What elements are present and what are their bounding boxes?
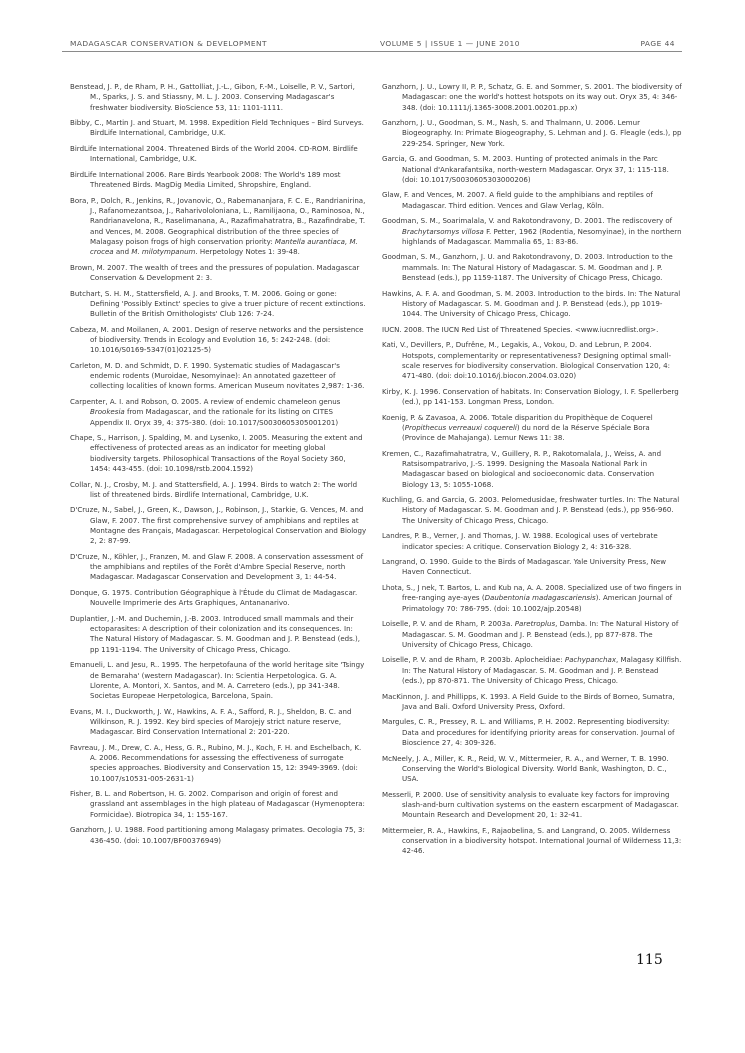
reference-entry: Duplantier, J.-M. and Duchemin, J.-B. 2003. Introduced small mammals and their ectoparasites: A description of their colonization and its consequences. In: The Natural History of Madagascar. S. M. Goodman and J. P. Benstead (eds.), pp 1191-1194. The University of Chicago Press, Chicago. — [70, 613, 361, 654]
italic-taxon: Paretroplus — [514, 619, 556, 629]
reference-entry: Goodman, S. M., Ganzhorn, J. U. and Rakotondravony, D. 2003. Introduction to the mammals. In: The Natural History of Madagascar. S. M. Goodman and J. P. Benstead (eds.), pp 1159-1187. The University of Chicago Press, Chicago. — [382, 252, 673, 282]
reference-entry: Kuchling, G. and Garcia, G. 2003. Pelomedusidae, freshwater turtles. In: The Natural History of Madagascar. S. M. Goodman and J. P. Benstead (eds.), pp 956-960. The University of Chicago Press, Chicago. — [382, 495, 680, 525]
italic-taxon: Mantella aurantiaca, M. crocea — [90, 236, 358, 257]
reference-text: Loiselle, P. V. and de Rham, P. 2003b. Aplocheidiae: — [382, 655, 565, 665]
issue-info: VOLUME 5 | ISSUE 1 — JUNE 2010 — [380, 39, 520, 48]
reference-entry: Kati, V., Devillers, P., Dufrêne, M., Legakis, A., Vokou, D. and Lebrun, P. 2004. Hotspots, complementarity or representativeness? Designing optimal small-scale reserves for biodiversity conservation. Biological Conservation 120, 4: 471-480. (doi: doi:10.1016/j.biocon.2004.03.020) — [382, 340, 671, 381]
reference-entry: Benstead, J. P., de Rham, P. H., Gattolliat, J.-L., Gibon, F.-M., Loiselle, P. V., Sartori, M., Sparks, J. S. and Stiassny, M. L. J. 2003. Conserving Madagascar's freshwater biodiversity. BioScience 53, 11: 1101-1111. — [70, 82, 355, 112]
reference-text: Goodman, S. M., Soarimalala, V. and Rakotondravony, D. 2001. The rediscovery of — [382, 216, 673, 226]
reference-entry: IUCN. 2008. The IUCN Red List of Threatened Species. <www.iucnredlist.org>. — [382, 324, 659, 334]
reference-entry: Margules, C. R., Pressey, R. L. and Williams, P. H. 2002. Representing biodiversity: Data and procedures for identifying priority areas for conservation. Journal of Bioscience 27, 4: 309-326. — [382, 717, 675, 747]
reference-entry: Evans, M. I., Duckworth, J. W., Hawkins, A. F. A., Safford, R. J., Sheldon, B. C. and Wilkinson, R. J. 1992. Key bird species of Marojejy strict nature reserve, Madagascar. Bird Conservation International 2: 201-220. — [70, 706, 352, 737]
reference-entry: Ganzhorn, J. U. 1988. Food partitioning among Malagasy primates. Oecologia 75, 3: 436-450. (doi: 10.1007/BF00376949) — [70, 825, 365, 845]
reference-text: , Damba. In: The Natural History of Madagascar. S. M. Goodman and J. P. Benstead (eds.), pp 877-878. The University of Chicago Press, Chicago. — [402, 619, 679, 649]
reference-text: ) du nord de la Réserve Spéciale Bora (Province de Mahajanga). Lemur News 11: 38. — [402, 422, 650, 443]
page-number: 115 — [636, 952, 663, 968]
reference-text: , Malagasy Killfish. In: The Natural History of Madagascar. S. M. Goodman and J. P. Benstead (eds.), pp 870-871. The University of Chicago Press, Chicago. — [402, 655, 682, 685]
reference-entry — [70, 196, 367, 258]
reference-entry: Bibby, C., Martin J. and Stuart, M. 1998. Expedition Field Techniques – Bird Surveys. BirdLife International, Cambridge, U.K. — [70, 118, 364, 138]
reference-entry: Collar, N. J., Crosby, M. J. and Stattersfield, A. J. 1994. Birds to watch 2: The world list of threatened birds. Birdlife International, Cambridge, U.K. — [70, 479, 358, 499]
italic-taxon: Brookesia — [90, 407, 125, 417]
reference-entry: Butchart, S. H. M., Stattersfield, A. J. and Brooks, T. M. 2006. Going or gone: Defining 'Possibly Extinct' species to give a truer picture of recent extinctions. Bulletin of the British Ornithologists' Club 126: 7-24. — [70, 288, 366, 319]
references-column-right — [382, 82, 682, 862]
header-rule — [62, 51, 682, 52]
reference-text: Lhota, S., J nek, T. Bartos, L. and Kub na, A. A. 2008. Specialized use of two fingers in free-ranging aye-ayes ( — [382, 583, 682, 603]
reference-entry: Brown, M. 2007. The wealth of trees and the pressures of population. Madagascar Conservation & Development 2: 3. — [70, 262, 360, 282]
reference-text: Loiselle, P. V. and de Rham, P. 2003a. — [382, 619, 515, 629]
reference-entry: Glaw, F. and Vences, M. 2007. A field guide to the amphibians and reptiles of Madagascar. Third edition. Vences and Glaw Verlag, Köln. — [382, 190, 653, 210]
reference-entry: Messerli, P. 2000. Use of sensitivity analysis to evaluate key factors for improving slash-and-burn cultivation systems on the eastern escarpment of Madagascar. Mountain Research and Development 20, 1: 32-41. — [382, 789, 679, 820]
reference-entry: Hawkins, A. F. A. and Goodman, S. M. 2003. Introduction to the birds. In: The Natural History of Madagascar. S. M. Goodman and J. P. Benstead (eds.), pp 1019-1044. The University of Chicago Press, Chicago. — [382, 288, 681, 319]
reference-entry: Chape, S., Harrison, J. Spalding, M. and Lysenko, I. 2005. Measuring the extent and effectiveness of protected areas as an indicator for meeting global biodiversity targets. Philosophical Transactions of the Royal Society 360, 1454: 443-455. (doi: 10.1098/rstb.2004.1592) — [70, 433, 363, 473]
header-page-label: PAGE 44 — [640, 39, 675, 48]
reference-entry — [382, 655, 682, 686]
reference-entry: Fisher, B. L. and Robertson, H. G. 2002. Comparison and origin of forest and grassland ant assemblages in the high plateau of Madagascar (Hymenoptera: Formicidae). Biotropica 34, 1: 155-167. — [70, 789, 365, 819]
italic-taxon: Brachytarsomys villosa — [402, 226, 484, 236]
reference-entry: MacKinnon, J. and Phillipps, K. 1993. A Field Guide to the Birds of Borneo, Sumatra, Java and Bali. Oxford University Press, Oxford. — [382, 691, 675, 711]
reference-entry: Kremen, C., Razafimahatratra, V., Guillery, R. P., Rakotomalala, J., Weiss, A. and Ratsisompatrarivo, J.-S. 1999. Designing the Masoala National Park in Madagascar based on biological and socioeconomic data. Conservation Biology 13, 5: 1055-1068. — [382, 448, 662, 489]
reference-text: Koenig, P. & Zavasoa, A. 2006. Totale disparition du Propithèque de Coquerel ( — [382, 412, 653, 432]
reference-entry: BirdLife International 2006. Rare Birds Yearbook 2008: The World's 189 most Threatened Birds. MagDig Media Limited, Shropshire, England. — [70, 169, 341, 190]
reference-text: . Herpetology Notes 1: 39-48. — [195, 247, 300, 257]
reference-entry: Ganzhorn, J. U., Lowry II, P. P., Schatz, G. E. and Sommer, S. 2001. The biodiversity of Madagascar: one the world's hottest hotspots on its way out. Oryx 35, 4: 346-348. (doi: 10.1111/j.1365-3008.2001.00201.pp.x) — [382, 82, 682, 112]
italic-taxon: Pachypanchax — [564, 655, 616, 665]
reference-entry: Favreau, J. M., Drew, C. A., Hess, G. R., Rubino, M. J., Koch, F. H. and Eschelbach, K. A. 2006. Recommendations for assessing the effectiveness of surrogate species approaches. Biodiversity and Conservation 15, 12: 3949-3969. (doi: 10.1007/s10531-005-2631-1) — [70, 742, 362, 783]
reference-text: Bora, P., Dolch, R., Jenkins, R., Jovanovic, O., Rabemananjara, F. C. E., Randrianirina, J., Rafanomezantsoa, J., Raharivololoniana, L., Ramilijaona, O., Raminosoa, N., Randrianavelona, R., Raselimanana, A., Razafimahatratra, B., Razafindrabe, T. and Vences, M. 2008. Geographical distribution of the three species of Malagasy poison frogs of high conservation priority: — [70, 195, 366, 246]
reference-text: F. Petter, 1962 (Rodentia, Nesomyinae), in the northern highlands of Madagascar. Mammalia 65, 1: 83-86. — [402, 226, 682, 246]
reference-entry: Emanueli, L. and Jesu, R.. 1995. The herpetofauna of the world heritage site 'Tsingy de Bemaraha' (western Madagascar). In: Scientia Herpetologica. G. A. Llorente, A. Montori, X. Santos, and M. A. Carretero (eds.), pp 341-348. Societas Europeae Herpetologica, Barcelona, Spain. — [70, 660, 365, 700]
reference-entry — [382, 413, 682, 444]
reference-entry: Langrand, O. 1990. Guide to the Birds of Madagascar. Yale University Press, New Haven Connecticut. — [382, 557, 666, 577]
reference-entry: Carleton, M. D. and Schmidt, D. F. 1990. Systematic studies of Madagascar's endemic rodents (Muroidae, Nesomyinae): An annotated gazetteer of collecting localities of known forms. American Museum novitates 2,987: 1-36. — [70, 360, 365, 391]
reference-entry — [382, 583, 682, 614]
italic-taxon: Propithecus verreauxi coquereli — [404, 422, 517, 432]
reference-entry: D'Cruze, N., Sabel, J., Green, K., Dawson, J., Robinson, J., Starkie, G. Vences, M. and Glaw, F. 2007. The first comprehensive survey of amphibians and reptiles at Montagne des Français, Madagascar. Herpetological Conservation and Biology 2, 2: 87-99. — [70, 505, 367, 546]
reference-text: ). American Journal of Primatology 70: 786-795. (doi: 10.1002/ajp.20548) — [402, 593, 673, 613]
reference-text: and — [113, 247, 132, 257]
reference-entry: Cabeza, M. and Moilanen, A. 2001. Design of reserve networks and the persistence of biodiversity. Trends in Ecology and Evolution 16, 5: 242-248. (doi: 10.1016/S0169-5347(01)02125-5) — [70, 324, 364, 355]
reference-text: from Madagascar, and the rationale for its listing on CITES Appendix II. Oryx 39, 4: 375-380. (doi: 10.1017/S0030605305001201) — [90, 407, 339, 427]
reference-entry: Garcia, G. and Goodman, S. M. 2003. Hunting of protected animals in the Parc National d'Ankarafantsika, north-western Madagascar. Oryx 37, 1: 115-118. (doi: 10.1017/S0030605303000206) — [382, 154, 669, 184]
reference-entry — [382, 216, 682, 247]
reference-entry — [382, 619, 682, 650]
reference-entry: Ganzhorn, J. U., Goodman, S. M., Nash, S. and Thalmann, U. 2006. Lemur Biogeography. In: Primate Biogeography, S. Lehman and J. G. Fleagle (eds.), pp 229-254. Springer, New York. — [382, 118, 682, 148]
reference-entry: Donque, G. 1975. Contribution Géographique à l'Étude du Climat de Madagascar. Nouvelle Imprimerie des Arts Graphiques, Antananarivo. — [70, 587, 358, 608]
reference-entry: Kirby, K. J. 1996. Conservation of habitats. In: Conservation Biology, I. F. Spellerberg (ed.), pp 141-153. Longman Press, London. — [382, 386, 679, 407]
reference-text: Carpenter, A. I. and Robson, O. 2005. A review of endemic chameleon genus — [70, 397, 341, 407]
reference-entry — [70, 397, 367, 428]
reference-entry: Landres, P. B., Verner, J. and Thomas, J. W. 1988. Ecological uses of vertebrate indicator species: A critique. Conservation Biology 2, 4: 316-328. — [382, 531, 658, 551]
reference-entry: D'Cruze, N., Köhler, J., Franzen, M. and Glaw F. 2008. A conservation assessment of the amphibians and reptiles of the Forêt d'Ambre Special Reserve, north Madagascar. Madagascar Conservation and Development 3, 1: 44-54. — [70, 551, 364, 582]
italic-taxon: Daubentonia madagascariensis — [484, 593, 596, 603]
reference-entry: McNeely, J. A., Miller, K. R., Reid, W. V., Mittermeier, R. A., and Werner, T. B. 1990. Conserving the World's Biological Diversity. World Bank, Washington, D. C., USA. — [382, 753, 669, 784]
italic-taxon: M. milotympanum — [131, 247, 196, 257]
references-column-left — [70, 82, 367, 851]
reference-entry: Mittermeier, R. A., Hawkins, F., Rajaobelina, S. and Langrand, O. 2005. Wilderness conservation in a biodiversity hotspot. International Journal of Wilderness 11,3: 42-46. — [382, 825, 682, 856]
journal-name: MADAGASCAR CONSERVATION & DEVELOPMENT — [70, 39, 268, 48]
reference-entry: BirdLife International 2004. Threatened Birds of the World 2004. CD-ROM. Birdlife International, Cambridge, U.K. — [70, 144, 358, 164]
